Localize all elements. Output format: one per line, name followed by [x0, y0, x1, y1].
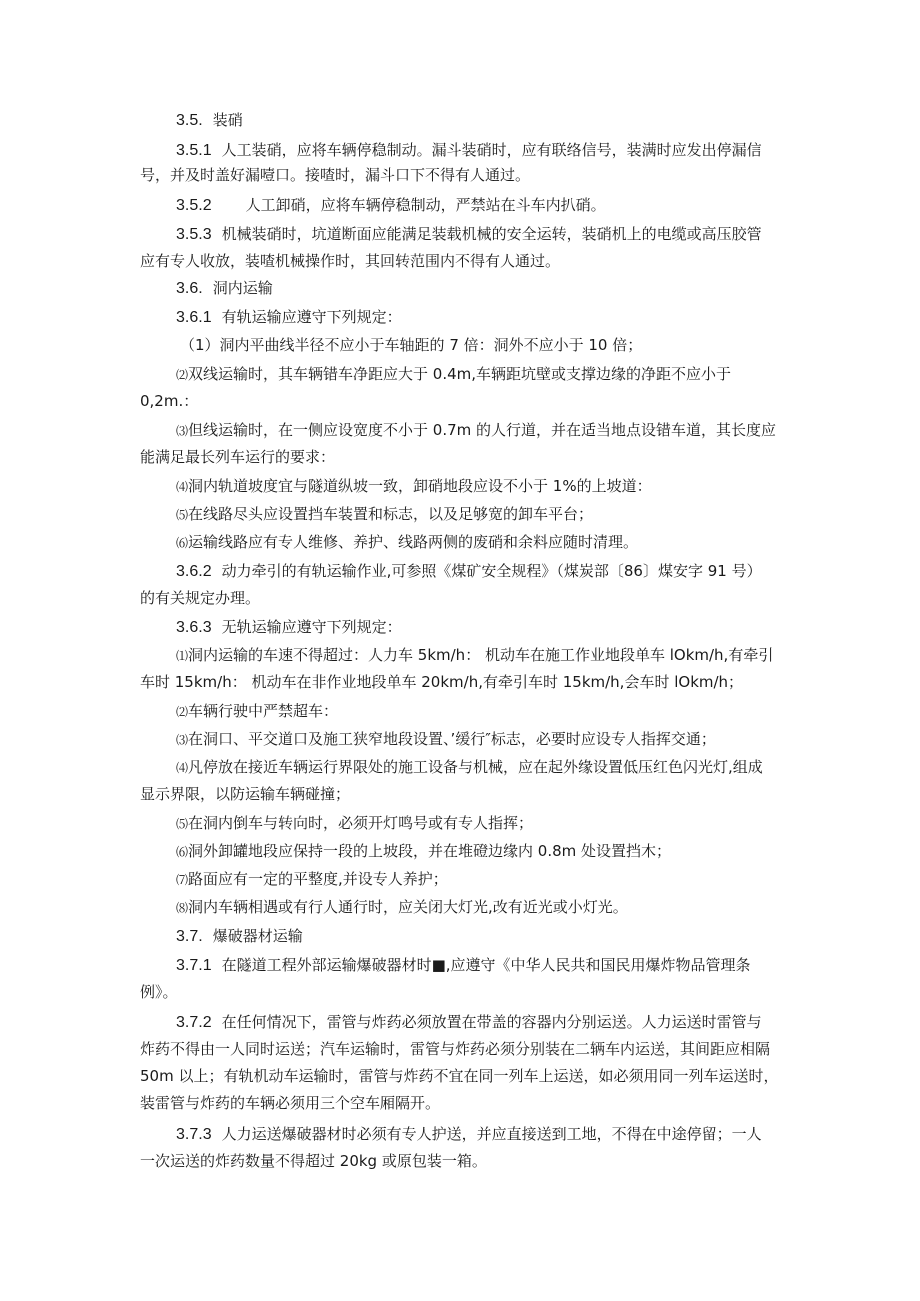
clause-number: 3.5.3	[176, 226, 212, 243]
rail-item-1: （1）洞内平曲线半径不应小于车轴距的 7 倍：洞外不应小于 10 倍；	[180, 336, 643, 354]
section-heading-3-6	[176, 278, 273, 299]
clause-3-5-1-line2: 号，并及时盖好漏噎口。接喳时，漏斗口下不得有人通过。	[140, 166, 531, 184]
clause-3-7-2-line2: 炸药不得由一人同时运送；汽车运输时，雷管与炸药必须分别装在二辆车内运送，其间距应相隔	[140, 1040, 771, 1058]
item-marker: ⑸	[176, 508, 189, 522]
clause-3-7-3-line2: 一次运送的炸药数量不得超过 20kg 或原包装一箱。	[140, 1152, 487, 1170]
clause-number: 3.7.2	[176, 1014, 212, 1031]
rail-item-3-line1	[176, 420, 776, 441]
clause-number: 3.7.1	[176, 957, 212, 974]
road-item-4-line1	[176, 757, 763, 778]
section-number: 3.5.	[176, 112, 203, 129]
road-item-4-line2: 显示界限，以防运输车辆碰撞；	[140, 785, 351, 803]
road-item-1-line2: 车时 15km/h： 机动车在非作业地段单车 20km/h,有牵引车时 15km/h,会车时 lOkm/h；	[140, 673, 744, 691]
clause-3-7-1-line2: 例》。	[140, 983, 178, 1001]
item-marker: ⑵	[176, 705, 189, 719]
clause-text: 在隧道工程外部运输爆破器材时■,应遵守《中华人民共和国民用爆炸物品管理条	[221, 956, 751, 974]
item-marker: ⑶	[176, 424, 189, 438]
item-text: 但线运输时，在一侧应设宽度不小于 0.7m 的人行道，并在适当地点设错车道，其长度应	[188, 421, 777, 439]
item-marker: ⑸	[176, 817, 189, 831]
item-marker: ⑷	[176, 480, 189, 494]
clause-text: 动力牵引的有轨运输作业,可参照《煤矿安全规程》（煤炭部〔86〕煤安字 91 号）	[221, 562, 762, 580]
section-heading-3-7	[176, 926, 303, 947]
clause-3-6-2-line2: 的有关规定办理。	[140, 589, 261, 607]
item-text: 运输线路应有专人维修、养护、线路两侧的废硝和余料应随时清理。	[188, 533, 639, 551]
item-text: 在洞内倒车与转向时，必须开灯鸣号或有专人指挥；	[188, 814, 534, 832]
clause-3-7-3-line1	[176, 1124, 762, 1145]
road-item-2	[176, 701, 338, 722]
item-text: 洞内轨道坡度宜与隧道纵坡一致，卸硝地段应设不小于 1%的上坡道：	[188, 477, 652, 495]
clause-text: 人力运送爆破器材时必须有专人护送，并应直接送到工地，不得在中途停留；一人	[221, 1125, 762, 1143]
section-title: 爆破器材运输	[212, 927, 303, 945]
clause-3-5-2-line1	[176, 195, 606, 216]
rail-item-6	[176, 532, 638, 553]
item-text: 双线运输时，其车辆错车净距应大于 0.4m,车辆距坑壁或支撑边缘的净距不应小于	[188, 365, 732, 383]
rail-item-4	[176, 476, 652, 497]
section-number: 3.6.	[176, 280, 203, 297]
item-text: 在线路尽头应设置挡车装置和标志，以及足够宽的卸车平台；	[188, 505, 594, 523]
clause-number: 3.6.1	[176, 309, 212, 326]
item-marker: ⑶	[176, 733, 189, 747]
item-marker: ⑵	[176, 368, 189, 382]
rail-item-3-line2: 能满足最长列车运行的要求：	[140, 448, 336, 466]
clause-3-6-2-line1	[176, 561, 762, 582]
clause-number: 3.6.3	[176, 619, 212, 636]
clause-text: 机械装硝时，坑道断面应能满足装载机械的安全运转，装硝机上的电缆或高压胶管	[221, 225, 762, 243]
item-marker: ⑹	[176, 845, 189, 859]
clause-3-5-1-line1	[176, 140, 762, 161]
section-title: 洞内运输	[212, 279, 273, 297]
item-marker: ⑻	[176, 901, 189, 915]
rail-item-2-line2: 0,2m.：	[140, 392, 199, 410]
road-item-8	[176, 897, 628, 918]
clause-3-7-2-line4: 装雷管与炸药的车辆必须用三个空车厢隔开。	[140, 1094, 441, 1112]
clause-3-7-1-line1	[176, 955, 751, 976]
clause-3-7-2-line3: 50m 以上；有轨机动车运输时，雷管与炸药不宜在同一列车上运送，如必须用同一列车运送时，	[140, 1067, 779, 1085]
clause-number: 3.7.3	[176, 1126, 212, 1143]
road-item-3	[176, 729, 716, 750]
item-text: 洞外卸罐地段应保持一段的上坡段，并在堆磴边缘内 0.8m 处设置挡木；	[188, 842, 672, 860]
clause-3-5-3-line1	[176, 224, 762, 245]
section-title: 装硝	[212, 111, 243, 129]
clause-text: 在任何情况下，雷管与炸药必须放置在带盖的容器内分别运送。人力运送时雷管与	[221, 1013, 762, 1031]
item-marker: ⑹	[176, 536, 189, 550]
item-text: 洞内车辆相遇或有行人通行时，应关闭大灯光,改有近光或小灯光。	[188, 898, 628, 916]
item-marker: ⑺	[176, 873, 189, 887]
clause-3-5-3-line2: 应有专人收放，装喳机械操作时，其回转范围内不得有人通过。	[140, 252, 561, 270]
clause-text: 人工装硝，应将车辆停稳制动。漏斗装硝时，应有联络信号，装满时应发出停漏信	[221, 141, 762, 159]
item-marker: ⑷	[176, 761, 189, 775]
road-item-1-line1	[176, 645, 773, 666]
road-item-7	[176, 869, 448, 890]
clause-text: 无轨运输应遵守下列规定：	[221, 618, 402, 636]
item-marker: ⑴	[176, 649, 189, 663]
item-text: 凡停放在接近车辆运行界限处的施工设备与机械，应在起外缘设置低压红色闪光灯,组成	[188, 758, 763, 776]
item-text: 路面应有一定的平整度,并设专人养护；	[188, 870, 448, 888]
clause-3-6-1	[176, 307, 402, 328]
clause-3-7-2-line1	[176, 1012, 762, 1033]
item-text: 洞内运输的车速不得超过：人力车 5km/h： 机动车在施工作业地段单车 lOkm/h,有牵引	[188, 646, 774, 664]
section-number: 3.7.	[176, 928, 203, 945]
rail-item-2-line1	[176, 364, 731, 385]
item-text: 在洞口、平交道口及施工狭窄地段设置、’缓行″标志，必要时应设专人指挥交通；	[188, 730, 716, 748]
clause-number: 3.5.1	[176, 142, 212, 159]
clause-number: 3.6.2	[176, 563, 212, 580]
clause-text: 人工卸硝，应将车辆停稳制动，严禁站在斗车内扒硝。	[245, 196, 606, 214]
road-item-6	[176, 841, 671, 862]
rail-item-5	[176, 504, 593, 525]
section-heading-3-5	[176, 110, 243, 131]
item-text: 车辆行驶中严禁超车：	[188, 702, 339, 720]
road-item-5	[176, 813, 533, 834]
clause-number: 3.5.2	[176, 197, 212, 214]
clause-3-6-3	[176, 617, 402, 638]
clause-text: 有轨运输应遵守下列规定：	[221, 308, 402, 326]
